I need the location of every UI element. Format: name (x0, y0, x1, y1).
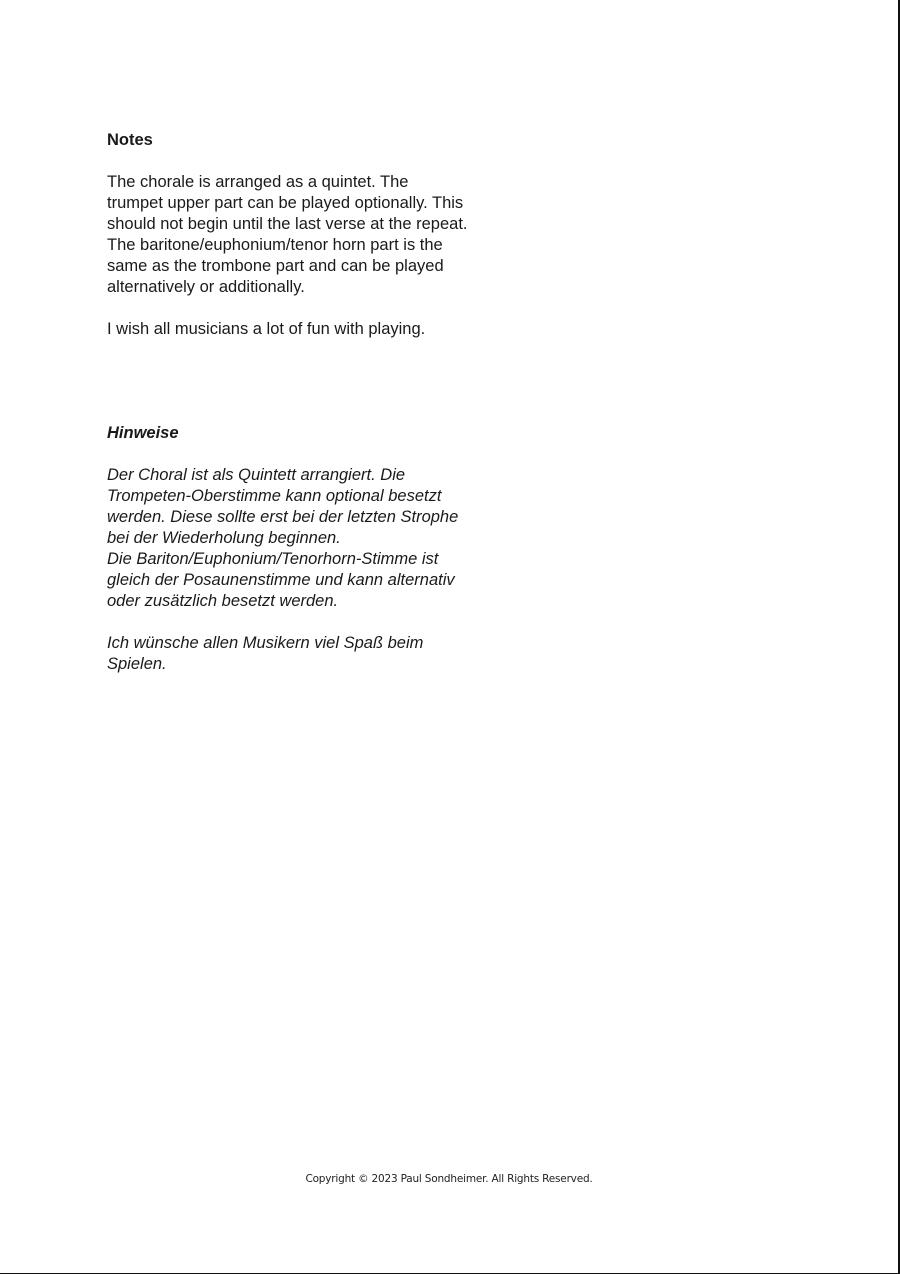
hinweise-paragraph-arrangement: Der Choral ist als Quintett arrangiert. Die Trompeten-Oberstimme kann optional besetzt werden. Diese sollte erst bei der letzten Strophe bei der Wiederholung beginnen. Die Bariton/Euphonium/Tenorhorn-Stimme ist gleich der Posaunenstimme und kann alternativ oder zusätzlich besetzt werden. (107, 466, 459, 610)
notes-section-german (107, 423, 527, 675)
notes-heading: Notes (107, 131, 153, 149)
notes-paragraph-wishes: I wish all musicians a lot of fun with playing. (107, 320, 426, 338)
notes-section-english (107, 130, 527, 340)
hinweise-paragraph-wishes: Ich wünsche allen Musikern viel Spaß beim Spielen. (107, 634, 424, 673)
copyright-footer: Copyright © 2023 Paul Sondheimer. All Rights Reserved. (305, 1173, 593, 1185)
notes-paragraph-arrangement: The chorale is arranged as a quintet. The trumpet upper part can be played optionally. This should not begin until the last verse at the repeat. The baritone/euphonium/tenor horn part is the same as the trombone part and can be played alternatively or additionally. (107, 173, 468, 296)
hinweise-heading: Hinweise (107, 424, 179, 442)
